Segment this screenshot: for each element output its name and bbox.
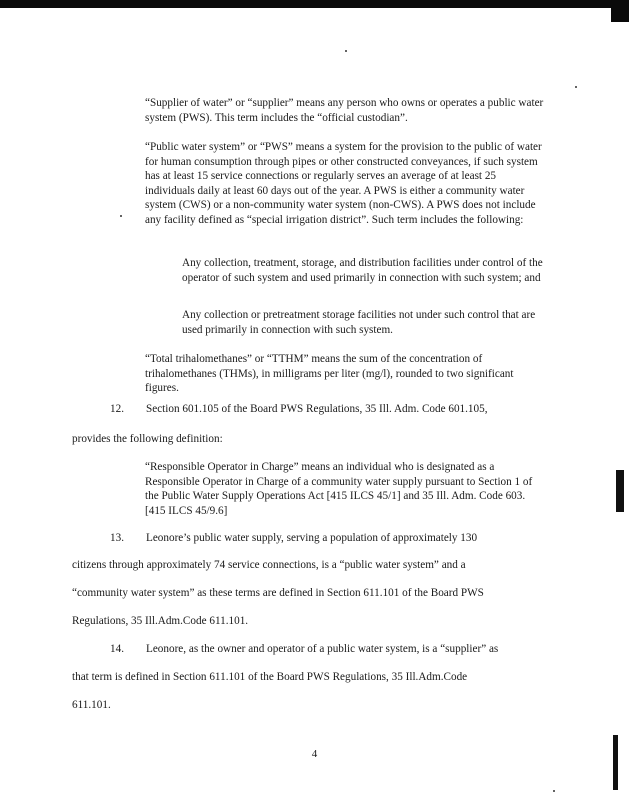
sub-item-collection-treatment: Any collection, treatment, storage, and distribution facilities under control of the operator of such system and used primarily in connection with such system; and — [182, 257, 543, 284]
paragraph-14-first-line: 14. Leonore, as the owner and operator of a public water system, is a “supplier” as — [110, 643, 499, 655]
paragraph-14-line: that term is defined in Section 611.101 of the Board PWS Regulations, 35 Ill.Adm.Code — [72, 671, 468, 683]
paragraph-12-first-line: 12. Section 601.105 of the Board PWS Regulations, 35 Ill. Adm. Code 601.105, — [110, 403, 488, 415]
page-number: 4 — [311, 748, 318, 760]
scan-speck — [553, 790, 555, 792]
scan-speck — [120, 215, 122, 217]
paragraph-13-line: Regulations, 35 Ill.Adm.Code 611.101. — [72, 615, 249, 627]
scan-top-edge — [0, 0, 629, 8]
definition-supplier: “Supplier of water” or “supplier” means any person who owns or operates a public water system (PWS). This term includes the “official custodian”. — [145, 97, 544, 124]
scan-margin-mark — [613, 735, 618, 790]
scan-speck — [575, 86, 577, 88]
paragraph-number: 12. — [110, 403, 124, 415]
scan-speck — [345, 50, 347, 52]
paragraph-number: 13. — [110, 532, 124, 544]
paragraph-13-line: citizens through approximately 74 service connections, is a “public water system” and a — [72, 559, 466, 571]
definition-responsible-operator: “Responsible Operator in Charge” means an individual who is designated as a Responsible Operator in Charge of a community water supply pursuant to Section 1 of the Public Water Supply Operations Act [415 ILCS 45/1] and 35 Ill. Adm. Code 603. [415 ILCS 45/9.6] — [145, 461, 533, 517]
scan-corner-edge — [611, 0, 629, 22]
paragraph-14-line: 611.101. — [72, 699, 111, 711]
sub-item-pretreatment: Any collection or pretreatment storage facilities not under such control that are used primarily in connection with such system. — [182, 309, 536, 336]
paragraph-12-line: provides the following definition: — [72, 433, 223, 445]
paragraph-13-first-line: 13. Leonore’s public water supply, serving a population of approximately 130 — [110, 532, 478, 544]
paragraph-13-line: “community water system” as these terms are defined in Section 611.101 of the Board PWS — [72, 587, 484, 599]
scan-margin-mark — [616, 470, 624, 512]
paragraph-number: 14. — [110, 643, 124, 655]
definition-tthm: “Total trihalomethanes” or “TTHM” means the sum of the concentration of trihalomethanes (THMs), in milligrams per liter (mg/l), rounded to two significant figures. — [145, 353, 514, 395]
definition-public-water-system: “Public water system” or “PWS” means a system for the provision to the public of water for human consumption through pipes or other constructed conveyances, if such system has at least 15 service connections or regularly serves an average of at least 25 individuals daily at least 60 days out of the year. A PWS is either a community water system (CWS) or a non-community water system (non-CWS). A PWS does not include any facility defined as “special irrigation district”. Such term includes the following: — [145, 141, 542, 226]
